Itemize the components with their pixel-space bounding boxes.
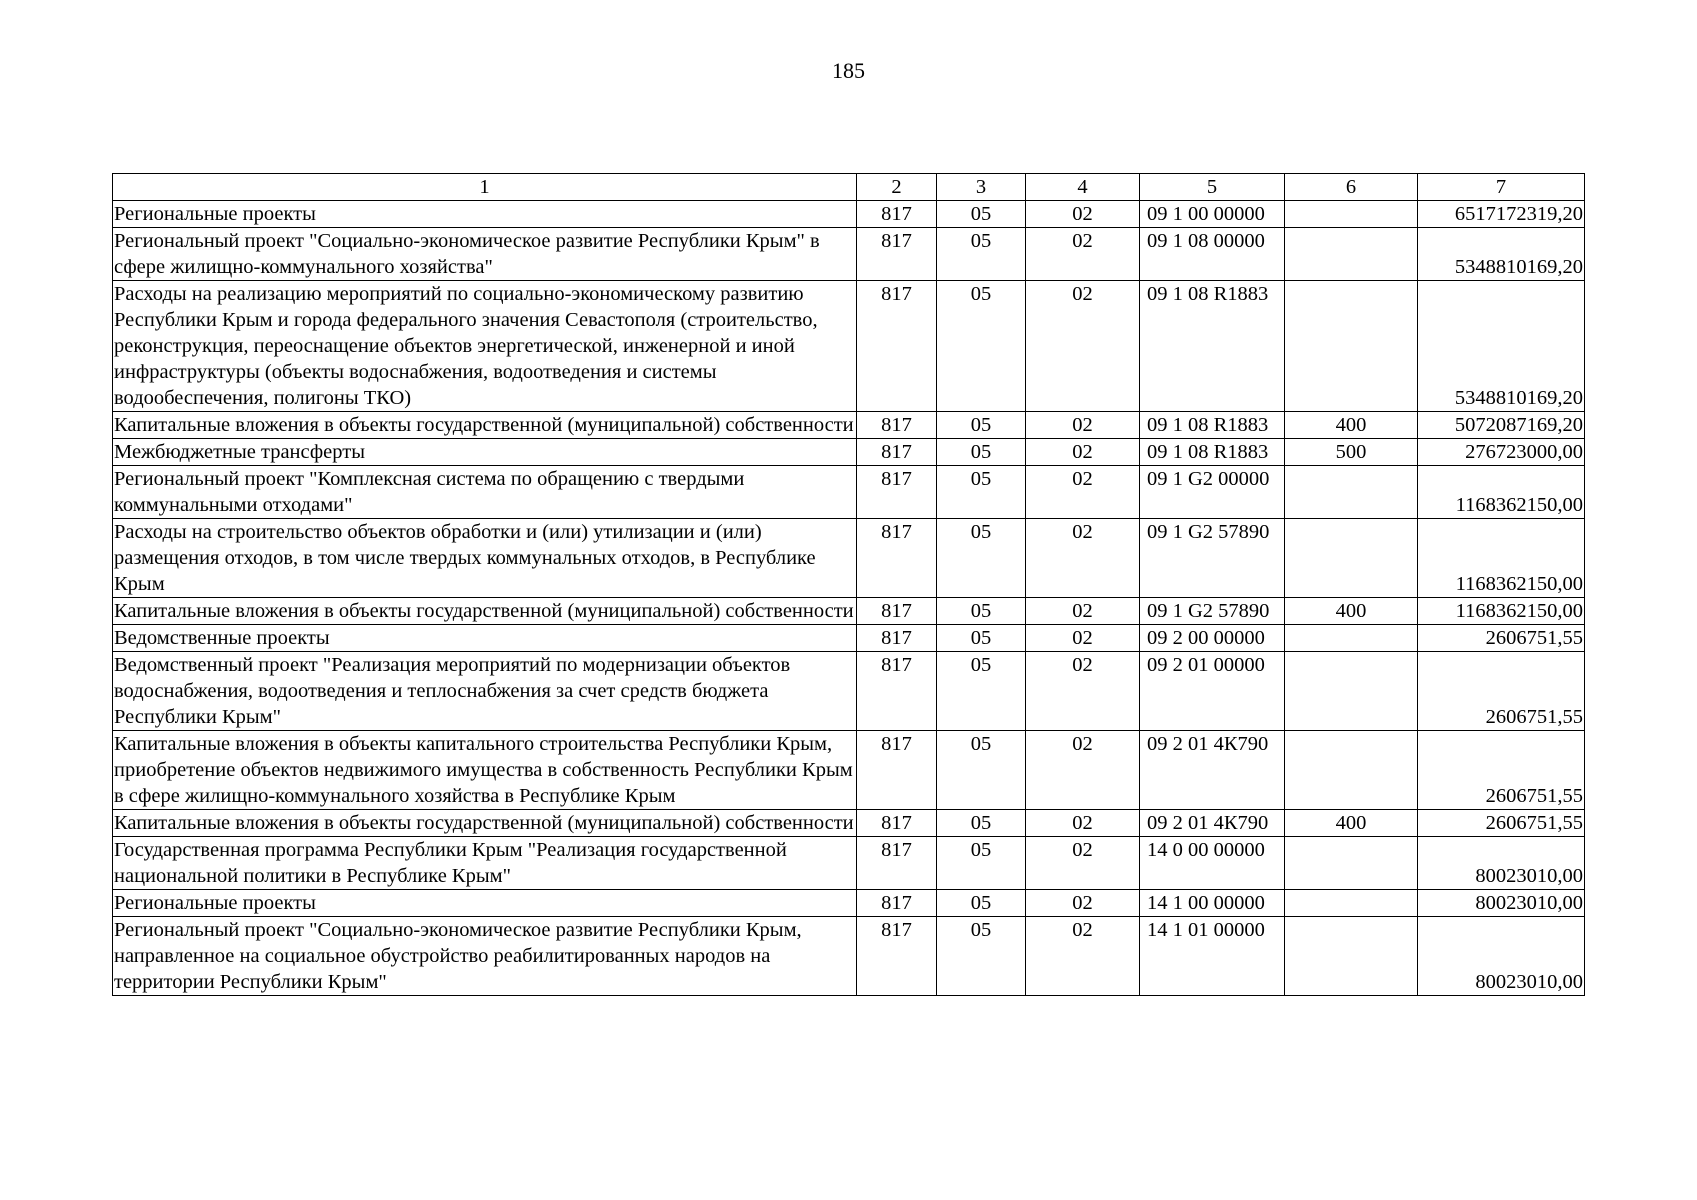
subsection-code-cell: 02: [1026, 598, 1140, 625]
expense-name-cell: Региональные проекты: [113, 201, 857, 228]
amount-cell: 5348810169,20: [1418, 228, 1585, 281]
table-row: [113, 228, 1585, 281]
subsection-code-cell: 02: [1026, 201, 1140, 228]
amount-cell: 6517172319,20: [1418, 201, 1585, 228]
table-row: [113, 890, 1585, 917]
column-header: 1: [113, 174, 857, 201]
department-code-cell: 817: [857, 890, 937, 917]
section-code-cell: 05: [937, 412, 1026, 439]
expense-type-cell: [1285, 731, 1418, 810]
expense-name-cell: Региональный проект "Комплексная система по обращению с твердыми коммунальными отходами": [113, 466, 857, 519]
subsection-code-cell: 02: [1026, 731, 1140, 810]
subsection-code-cell: 02: [1026, 412, 1140, 439]
table-row: [113, 598, 1585, 625]
table-row: [113, 625, 1585, 652]
subsection-code-cell: 02: [1026, 810, 1140, 837]
amount-cell: 80023010,00: [1418, 890, 1585, 917]
header-row: [113, 174, 1585, 201]
amount-cell: 2606751,55: [1418, 731, 1585, 810]
section-code-cell: 05: [937, 731, 1026, 810]
section-code-cell: 05: [937, 598, 1026, 625]
amount-cell: 5348810169,20: [1418, 281, 1585, 412]
department-code-cell: 817: [857, 412, 937, 439]
section-code-cell: 05: [937, 228, 1026, 281]
column-header: 2: [857, 174, 937, 201]
column-header: 4: [1026, 174, 1140, 201]
amount-cell: 80023010,00: [1418, 917, 1585, 996]
department-code-cell: 817: [857, 810, 937, 837]
target-article-cell: 09 1 08 00000: [1140, 228, 1285, 281]
expense-type-cell: [1285, 281, 1418, 412]
table-row: [113, 917, 1585, 996]
section-code-cell: 05: [937, 890, 1026, 917]
expense-type-cell: [1285, 201, 1418, 228]
column-header: 5: [1140, 174, 1285, 201]
target-article-cell: 09 1 G2 57890: [1140, 519, 1285, 598]
target-article-cell: 09 1 08 R1883: [1140, 281, 1285, 412]
department-code-cell: 817: [857, 466, 937, 519]
table-row: [113, 837, 1585, 890]
department-code-cell: 817: [857, 281, 937, 412]
section-code-cell: 05: [937, 652, 1026, 731]
department-code-cell: 817: [857, 625, 937, 652]
subsection-code-cell: 02: [1026, 917, 1140, 996]
subsection-code-cell: 02: [1026, 837, 1140, 890]
expense-name-cell: Капитальные вложения в объекты государственной (муниципальной) собственности: [113, 810, 857, 837]
department-code-cell: 817: [857, 201, 937, 228]
target-article-cell: 09 1 00 00000: [1140, 201, 1285, 228]
expense-name-cell: Ведомственные проекты: [113, 625, 857, 652]
table-row: [113, 810, 1585, 837]
section-code-cell: 05: [937, 519, 1026, 598]
expense-name-cell: Региональные проекты: [113, 890, 857, 917]
amount-cell: 5072087169,20: [1418, 412, 1585, 439]
section-code-cell: 05: [937, 281, 1026, 412]
expense-type-cell: [1285, 652, 1418, 731]
subsection-code-cell: 02: [1026, 228, 1140, 281]
expense-type-cell: 500: [1285, 439, 1418, 466]
table-row: [113, 519, 1585, 598]
expense-name-cell: Расходы на строительство объектов обработки и (или) утилизации и (или) размещения отходов, в том числе твердых коммунальных отходов, в Республике Крым: [113, 519, 857, 598]
section-code-cell: 05: [937, 201, 1026, 228]
department-code-cell: 817: [857, 917, 937, 996]
subsection-code-cell: 02: [1026, 652, 1140, 731]
expense-name-cell: Капитальные вложения в объекты государственной (муниципальной) собственности: [113, 412, 857, 439]
amount-cell: 2606751,55: [1418, 810, 1585, 837]
expense-name-cell: Государственная программа Республики Крым "Реализация государственной национальной политики в Республике Крым": [113, 837, 857, 890]
table-row: [113, 439, 1585, 466]
expense-type-cell: [1285, 625, 1418, 652]
column-header: 6: [1285, 174, 1418, 201]
subsection-code-cell: 02: [1026, 890, 1140, 917]
expense-name-cell: Расходы на реализацию мероприятий по социально-экономическому развитию Республики Крым и города федерального значения Севастополя (строительство, реконструкция, переоснащение объектов энергетической, инженерной и иной инфраструктуры (объекты водоснабжения, водоотведения и системы водообеспечения, полигоны ТКО): [113, 281, 857, 412]
budget-table: [112, 173, 1585, 996]
section-code-cell: 05: [937, 917, 1026, 996]
table-row: [113, 652, 1585, 731]
expense-name-cell: Межбюджетные трансферты: [113, 439, 857, 466]
target-article-cell: 09 1 08 R1883: [1140, 412, 1285, 439]
target-article-cell: 09 1 G2 00000: [1140, 466, 1285, 519]
department-code-cell: 817: [857, 598, 937, 625]
amount-cell: 1168362150,00: [1418, 519, 1585, 598]
expense-name-cell: Региональный проект "Социально-экономическое развитие Республики Крым" в сфере жилищно-коммунального хозяйства": [113, 228, 857, 281]
target-article-cell: 09 2 01 4К790: [1140, 731, 1285, 810]
table-row: [113, 412, 1585, 439]
target-article-cell: 09 1 08 R1883: [1140, 439, 1285, 466]
subsection-code-cell: 02: [1026, 439, 1140, 466]
target-article-cell: 14 0 00 00000: [1140, 837, 1285, 890]
expense-name-cell: Региональный проект "Социально-экономическое развитие Республики Крым, направленное на социальное обустройство реабилитированных народов на территории Республики Крым": [113, 917, 857, 996]
target-article-cell: 09 1 G2 57890: [1140, 598, 1285, 625]
expense-type-cell: 400: [1285, 412, 1418, 439]
expense-name-cell: Ведомственный проект "Реализация мероприятий по модернизации объектов водоснабжения, водоотведения и теплоснабжения за счет средств бюджета Республики Крым": [113, 652, 857, 731]
amount-cell: 276723000,00: [1418, 439, 1585, 466]
amount-cell: 1168362150,00: [1418, 598, 1585, 625]
expense-type-cell: [1285, 228, 1418, 281]
column-header: 7: [1418, 174, 1585, 201]
expense-type-cell: [1285, 837, 1418, 890]
section-code-cell: 05: [937, 439, 1026, 466]
expense-name-cell: Капитальные вложения в объекты государственной (муниципальной) собственности: [113, 598, 857, 625]
expense-type-cell: 400: [1285, 810, 1418, 837]
column-header: 3: [937, 174, 1026, 201]
expense-type-cell: [1285, 890, 1418, 917]
amount-cell: 2606751,55: [1418, 652, 1585, 731]
amount-cell: 2606751,55: [1418, 625, 1585, 652]
department-code-cell: 817: [857, 228, 937, 281]
table-row: [113, 281, 1585, 412]
amount-cell: 1168362150,00: [1418, 466, 1585, 519]
department-code-cell: 817: [857, 731, 937, 810]
department-code-cell: 817: [857, 837, 937, 890]
expense-type-cell: [1285, 466, 1418, 519]
target-article-cell: 14 1 00 00000: [1140, 890, 1285, 917]
target-article-cell: 09 2 01 4К790: [1140, 810, 1285, 837]
target-article-cell: 09 2 01 00000: [1140, 652, 1285, 731]
subsection-code-cell: 02: [1026, 281, 1140, 412]
department-code-cell: 817: [857, 652, 937, 731]
target-article-cell: 09 2 00 00000: [1140, 625, 1285, 652]
subsection-code-cell: 02: [1026, 625, 1140, 652]
expense-type-cell: [1285, 917, 1418, 996]
expense-name-cell: Капитальные вложения в объекты капитального строительства Республики Крым, приобретение объектов недвижимого имущества в собственность Республики Крым в сфере жилищно-коммунального хозяйства в Республике Крым: [113, 731, 857, 810]
section-code-cell: 05: [937, 625, 1026, 652]
page-number: 185: [832, 58, 865, 83]
target-article-cell: 14 1 01 00000: [1140, 917, 1285, 996]
subsection-code-cell: 02: [1026, 466, 1140, 519]
amount-cell: 80023010,00: [1418, 837, 1585, 890]
section-code-cell: 05: [937, 466, 1026, 519]
department-code-cell: 817: [857, 519, 937, 598]
section-code-cell: 05: [937, 810, 1026, 837]
expense-type-cell: 400: [1285, 598, 1418, 625]
table-row: [113, 466, 1585, 519]
table-row: [113, 731, 1585, 810]
expense-type-cell: [1285, 519, 1418, 598]
department-code-cell: 817: [857, 439, 937, 466]
section-code-cell: 05: [937, 837, 1026, 890]
table-row: [113, 201, 1585, 228]
subsection-code-cell: 02: [1026, 519, 1140, 598]
